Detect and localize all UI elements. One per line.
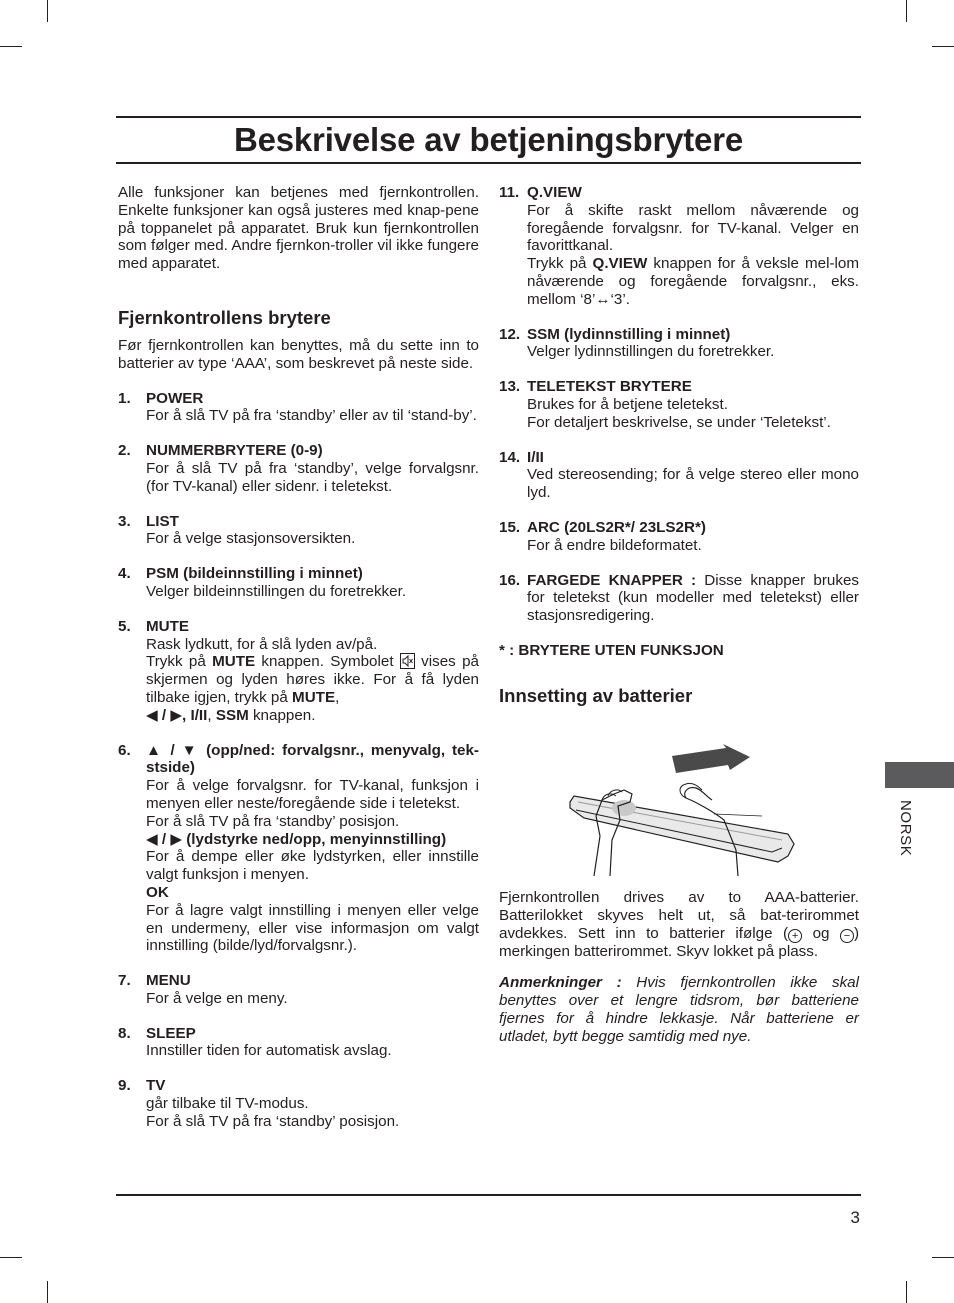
item-text: Trykk på MUTE knappen. Symbolet vises på skjermen og lyden høres ikke. For å få lyden tilbake igjen, trykk på MUTE, [146, 653, 479, 706]
item-text: Ved stereosending; for å velge stereo eller mono lyd. [527, 466, 859, 502]
item-number: 14. [499, 448, 521, 466]
item-text: Trykk på Q.VIEW knappen for å veksle mel-lom nåværende og foregående forvalgsnr., eks. mellom ‘8’↔‘3’. [527, 255, 860, 308]
title-rule-bottom [116, 162, 861, 164]
item-heading: I/II [527, 448, 544, 466]
footer-rule [116, 1194, 861, 1196]
item-text: For å slå TV på fra ‘standby’ posisjon. [146, 1112, 400, 1130]
list-item-psm [118, 565, 479, 601]
item-text: Velger lydinnstillingen du foretrekker. [527, 343, 775, 361]
language-tab: NORSK [897, 800, 914, 857]
list-item-teletext [499, 378, 859, 431]
item-text: For å dempe eller øke lydstyrken, eller innstille valgt funksjon i menyen. [146, 848, 479, 884]
minus-icon: − [840, 929, 854, 943]
item-heading: ARC (20LS2R*/ 23LS2R*) [527, 518, 706, 536]
mute-symbol-icon [400, 653, 415, 669]
item-number: 2. [118, 442, 131, 460]
intro-paragraph: Alle funksjoner kan betjenes med fjernkontrollen. Enkelte funksjoner kan også justeres med knap-pene på toppanelet på apparatet. Bruk kun fjernkontrollen som følger med. Andre fjernkon-troller vil ikke fungere med apparatet. [118, 184, 479, 273]
item-heading: TELETEKST BRYTERE [527, 378, 692, 396]
item-subheading: OK [146, 883, 169, 901]
list-item-sleep [118, 1025, 479, 1061]
crop-mark [0, 1257, 22, 1258]
item-heading: MUTE [146, 617, 190, 635]
item-number: 15. [499, 518, 521, 536]
list-item-mute [118, 618, 479, 725]
language-tab-marker [885, 762, 954, 788]
left-column [118, 184, 479, 1131]
item-heading: SSM (lydinnstilling i minnet) [527, 325, 731, 343]
list-item-stereo [499, 449, 859, 502]
item-number: 6. [118, 741, 131, 759]
item-number: 13. [499, 378, 521, 396]
item-number: 8. [118, 1024, 131, 1042]
item-number: 3. [118, 512, 131, 530]
item-text: For å endre bildeformatet. [527, 536, 702, 554]
crop-mark [47, 0, 48, 22]
item-heading: TV [146, 1077, 166, 1095]
item-number: 12. [499, 325, 521, 343]
list-item-list [118, 513, 479, 549]
item-text: For å skifte raskt mellom nåværende og foregående forvalgsnr. for TV-kanal. Velger en favorittkanal. [527, 201, 859, 255]
list-item-menu [118, 972, 479, 1008]
item-number: 11. [499, 184, 520, 201]
item-heading: Q.VIEW [527, 184, 582, 201]
item-heading: POWER [146, 389, 204, 407]
item-number: 4. [118, 565, 131, 583]
item-heading: MENU [146, 972, 191, 990]
battery-instructions: Fjernkontrollen drives av to AAA-batterier. Batterilokket skyves helt ut, så bat-terirommet avdekkes. Sett inn to batterier ifølge ( + og − ) merkingen batterirommet. Skyv lokket på plass. [499, 889, 859, 960]
battery-note: Anmerkninger : Hvis fjernkontrollen ikke skal benyttes over et lengre tidsrom, bør batteriene fjernes for å hindre lekkasje. Når batteriene er utladet, bytt begge samtidig med nye. [499, 974, 859, 1045]
list-item-qview [499, 184, 859, 309]
item-text: går tilbake til TV-modus. [146, 1095, 309, 1113]
item-text: For å slå TV på fra ‘standby’, velge forvalgsnr. (for TV-kanal) eller sidenr. i teletekst. [146, 459, 479, 495]
list-item-tv [118, 1077, 479, 1130]
item-text: For å lagre valgt innstilling i menyen eller velge en undermeny, eller vise informasjon om valgt innstilling (bilde/lyd/forvalgsnr.). [146, 901, 479, 955]
plus-icon: + [788, 929, 802, 943]
item-heading: NUMMERBRYTERE (0-9) [146, 442, 323, 460]
crop-mark [906, 0, 907, 22]
list-item-power [118, 390, 479, 426]
item-text: Rask lydkutt, for å slå lyden av/på. [146, 635, 378, 653]
item-number: 7. [118, 972, 131, 990]
item-text: For å slå TV på fra ‘standby’ posisjon. [146, 812, 400, 830]
item-text: For å slå TV på fra ‘standby’ eller av til ‘stand-by’. [146, 407, 477, 425]
item-number: 9. [118, 1077, 131, 1095]
item-text: ◀ / ▶, I/II, SSM knappen. [146, 706, 316, 724]
item-text: Velger bildeinnstillingen du foretrekker. [146, 582, 407, 600]
list-item-ssm [499, 326, 859, 362]
crop-mark [932, 1257, 954, 1258]
list-item-navigation [118, 742, 479, 956]
list-item-arc [499, 519, 859, 555]
item-text: For detaljert beskrivelse, se under ‘Teletekst’. [527, 413, 831, 431]
item-text: For å velge en meny. [146, 989, 288, 1007]
item-number: 16. [499, 571, 521, 589]
item-heading: LIST [146, 512, 179, 530]
item-text: For å velge stasjonsoversikten. [146, 530, 356, 548]
item-text: For å velge forvalgsnr. for TV-kanal, funksjon i menyen eller neste/foregående side i teletekst. [146, 777, 479, 812]
item-heading: SLEEP [146, 1024, 196, 1042]
item-text: Innstiller tiden for automatisk avslag. [146, 1042, 392, 1060]
crop-mark [0, 46, 22, 47]
crop-mark [47, 1281, 48, 1303]
crop-mark [932, 46, 954, 47]
remote-section-text: Før fjernkontrollen kan benyttes, må du sette inn to batterier av type ‘AAA’, som beskrevet på neste side. [118, 336, 479, 372]
remote-section-heading: Fjernkontrollens brytere [118, 306, 331, 328]
item-subheading: ◀ / ▶ (lydstyrke ned/opp, menyinnstilling) [146, 830, 447, 848]
item-number: 5. [118, 617, 131, 635]
battery-section-heading: Innsetting av batterier [499, 684, 693, 706]
no-function-note: * : BRYTERE UTEN FUNKSJON [499, 641, 724, 659]
item-heading: ▲ / ▼ (opp/ned: forvalgsnr., menyvalg, tek-stside) [146, 741, 479, 777]
list-item-number-buttons [118, 442, 479, 495]
right-column [499, 184, 859, 707]
page-title: Beskrivelse av betjeningsbrytere [233, 121, 744, 158]
remote-battery-illustration [566, 744, 802, 876]
item-text: FARGEDE KNAPPER : Disse knapper brukes for teletekst (kun modeller med teletekst) eller stasjonsredigering. [527, 571, 859, 625]
item-heading: PSM (bildeinnstilling i minnet) [146, 565, 363, 583]
crop-mark [906, 1281, 907, 1303]
item-number: 1. [118, 389, 131, 407]
page-number: 3 [850, 1208, 860, 1227]
battery-text-block [499, 889, 859, 1046]
list-item-color-buttons [499, 572, 859, 625]
item-text: Brukes for å betjene teletekst. [527, 395, 728, 413]
